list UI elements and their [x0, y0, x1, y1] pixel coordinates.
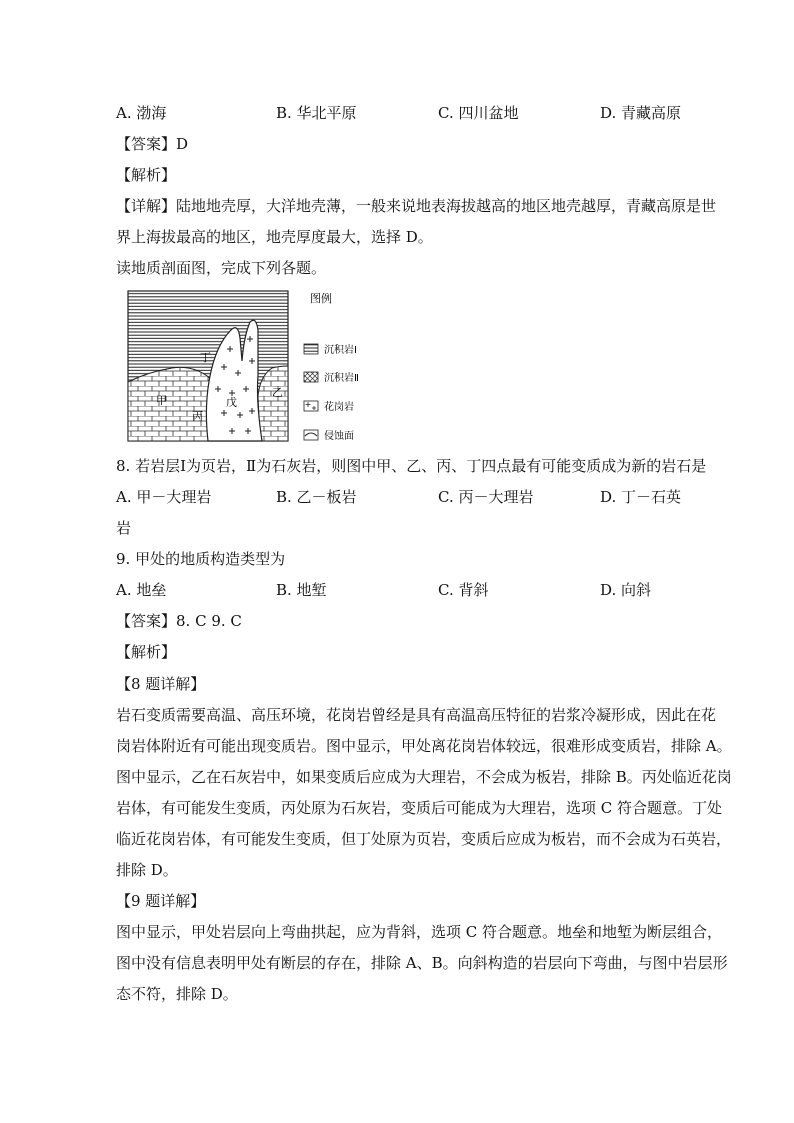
q8-detail-line: 岗岩体附近有可能出现变质岩。图中显示，甲处离花岗岩体较远，很难形成变质岩，排除 A。 — [116, 737, 732, 755]
analysis-heading-2: 【解析】 — [116, 643, 177, 661]
q9-detail-line: 图中没有信息表明甲处有断层的存在，排除 A、B。向斜构造的岩层向下弯曲，与图中岩层形 — [116, 954, 728, 972]
legend-swatch-sed2 — [304, 372, 318, 382]
legend-swatch-sed1 — [304, 344, 318, 354]
q8-option-c: C. 丙－大理岩 — [438, 488, 534, 506]
q8-option-b: B. 乙－板岩 — [276, 488, 357, 506]
q7-option-a: A. 渤海 — [116, 104, 167, 122]
label-yi: 乙 — [272, 386, 283, 399]
q9-detail-title: 【9 题详解】 — [116, 892, 206, 910]
geologic-section-figure — [120, 286, 370, 446]
q7-answer: 【答案】D — [116, 135, 189, 153]
label-jia: 甲 — [156, 394, 167, 407]
section-intro: 读地质剖面图，完成下列各题。 — [116, 259, 327, 277]
q8-option-a: A. 甲－大理岩 — [116, 488, 212, 506]
legend-label-erosion: 侵蚀面 — [324, 431, 354, 442]
legend-swatch-granite — [304, 401, 318, 411]
q9-option-a: A. 地垒 — [116, 581, 167, 599]
detail-line: 【详解】陆地地壳厚，大洋地壳薄，一般来说地表海拔越高的地区地壳越厚，青藏高原是世 — [116, 197, 717, 215]
q8-detail-title: 【8 题详解】 — [116, 675, 206, 693]
analysis-heading-1: 【解析】 — [116, 166, 177, 184]
q8-detail-line: 排除 D。 — [116, 861, 178, 879]
q8-detail-line: 临近花岗岩体，有可能发生变质，但丁处原为页岩，变质后应成为板岩，而不会成为石英岩， — [116, 830, 732, 848]
label-wu: 戊 — [226, 396, 237, 409]
q8-option-d-wrap: 岩 — [116, 519, 132, 537]
q9-detail-line: 态不符，排除 D。 — [116, 985, 238, 1003]
q8-detail-line: 岩石变质需要高温、高压环境，花岗岩曾经是具有高温高压特征的岩浆冷凝形成，因此在花 — [116, 706, 717, 724]
legend-label-granite: 花岗岩 — [324, 402, 354, 413]
q8-option-d: D. 丁－石英 — [600, 488, 682, 506]
label-ding: 丁 — [200, 351, 211, 364]
q9-stem: 9. 甲处的地质构造类型为 — [116, 550, 286, 568]
q9-option-d: D. 向斜 — [600, 581, 652, 599]
label-bing: 丙 — [192, 410, 203, 423]
legend-label-sed1: 沉积岩Ⅰ — [324, 345, 357, 356]
q7-option-b: B. 华北平原 — [276, 104, 357, 122]
legend-title: 图例 — [310, 292, 332, 305]
detail-line: 界上海拔最高的地区，地壳厚度最大，选择 D。 — [116, 228, 433, 246]
q9-option-c: C. 背斜 — [438, 581, 489, 599]
q8-detail-line: 岩体，有可能发生变质，丙处原为石灰岩，变质后可能成为大理岩，选项 C 符合题意。丁处 — [116, 799, 723, 817]
q8-detail-line: 图中显示，乙在石灰岩中，如果变质后应成为大理岩，不会成为板岩，排除 B。丙处临近花岗 — [116, 768, 732, 786]
q9-option-b: B. 地堑 — [276, 581, 327, 599]
q9-detail-line: 图中显示，甲处岩层向上弯曲拱起，应为背斜，选项 C 符合题意。地垒和地堑为断层组合， — [116, 923, 723, 941]
answer-8-9: 【答案】8. C 9. C — [116, 612, 242, 630]
q7-option-c: C. 四川盆地 — [438, 104, 519, 122]
legend-label-sed2: 沉积岩Ⅱ — [324, 373, 359, 384]
q7-option-d: D. 青藏高原 — [600, 104, 682, 122]
q8-stem: 8. 若岩层Ⅰ为页岩，Ⅱ为石灰岩，则图中甲、乙、丙、丁四点最有可能变质成为新的岩石是 — [116, 457, 707, 475]
